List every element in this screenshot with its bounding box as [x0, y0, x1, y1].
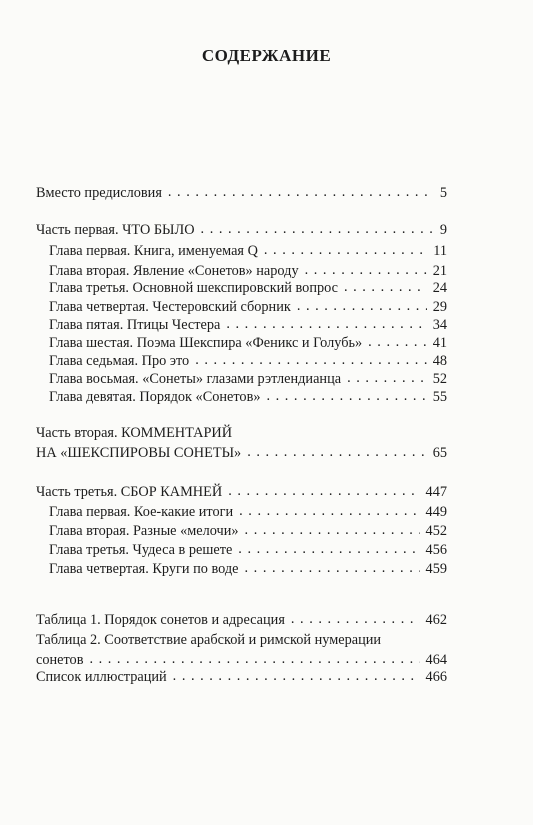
- entry-title: сонетов: [36, 652, 84, 668]
- page-number: 21: [432, 263, 447, 279]
- toc-entry[interactable]: [49, 353, 447, 370]
- dot-leader: [266, 388, 426, 405]
- toc-entry[interactable]: [49, 280, 447, 297]
- entry-title: НА «ШЕКСПИРОВЫ СОНЕТЫ»: [36, 445, 242, 461]
- toc-entry[interactable]: [49, 523, 447, 540]
- page-number: 55: [432, 389, 447, 405]
- entry-title: Глава третья. Основной шекспировский вопрос: [49, 280, 338, 296]
- toc-entry[interactable]: [36, 612, 447, 629]
- dot-leader: [245, 560, 420, 577]
- dot-leader: [226, 316, 426, 333]
- dot-leader: [195, 352, 427, 369]
- page-number: 41: [432, 335, 447, 351]
- dot-leader: [201, 221, 434, 238]
- toc-entry[interactable]: [49, 542, 447, 559]
- entry-title: Глава четвертая. Честеровский сборник: [49, 299, 291, 315]
- toc-entry[interactable]: [36, 222, 447, 239]
- dot-leader: [297, 298, 427, 315]
- entry-title: Таблица 1. Порядок сонетов и адресация: [36, 612, 285, 628]
- entry-title: Глава восьмая. «Сонеты» глазами рэтлендианца: [49, 371, 342, 387]
- page-number: 52: [432, 371, 447, 387]
- page-number: 48: [432, 353, 447, 369]
- entry-title: Глава вторая. Разные «мелочи»: [49, 523, 239, 539]
- entry-title: Список иллюстраций: [36, 669, 167, 685]
- dot-leader: [264, 242, 427, 259]
- toc-entry[interactable]: [49, 371, 447, 388]
- toc-entry[interactable]: [36, 484, 447, 501]
- toc-entry[interactable]: [49, 561, 447, 578]
- entry-title: Вместо предисловия: [36, 185, 162, 201]
- dot-leader: [305, 262, 427, 279]
- page-number: 24: [432, 280, 447, 296]
- dot-leader: [368, 334, 427, 351]
- dot-leader: [168, 184, 434, 201]
- dot-leader: [239, 503, 419, 520]
- dot-leader: [247, 444, 427, 461]
- page-number: 11: [433, 243, 447, 259]
- toc-entry-line[interactable]: Таблица 2. Соответствие арабской и римской нумерации: [36, 632, 382, 648]
- page-number: 464: [425, 652, 447, 668]
- page-number: 29: [432, 299, 447, 315]
- page-number: 456: [425, 542, 447, 558]
- entry-title: Часть третья. СБОР КАМНЕЙ: [36, 484, 223, 500]
- entry-title: Глава третья. Чудеса в решете: [49, 542, 233, 558]
- dot-leader: [347, 370, 427, 387]
- dot-leader: [291, 611, 420, 628]
- dot-leader: [344, 279, 427, 296]
- entry-title: Глава первая. Книга, именуемая Q: [49, 243, 258, 259]
- page-number: 9: [439, 222, 447, 238]
- dot-leader: [89, 651, 419, 668]
- page-number: 462: [425, 612, 447, 628]
- page-title: СОДЕРЖАНИЕ: [201, 46, 332, 65]
- page-number: 447: [425, 484, 447, 500]
- toc-entry[interactable]: [49, 317, 447, 334]
- toc-entry[interactable]: [49, 504, 447, 521]
- toc-entry[interactable]: [49, 335, 447, 352]
- toc-entry[interactable]: [49, 389, 447, 406]
- entry-title: Глава пятая. Птицы Честера: [49, 317, 221, 333]
- entry-title: Часть первая. ЧТО БЫЛО: [36, 222, 195, 238]
- entry-title: Глава шестая. Поэма Шекспира «Феникс и Голубь»: [49, 335, 363, 351]
- toc-entry[interactable]: [36, 652, 447, 669]
- toc-entry-line[interactable]: Часть вторая. КОММЕНТАРИЙ: [36, 425, 233, 441]
- entry-title: Глава первая. Кое-какие итоги: [49, 504, 234, 520]
- page-number: 466: [425, 669, 447, 685]
- toc-entry[interactable]: [36, 185, 447, 202]
- dot-leader: [245, 522, 420, 539]
- entry-title: Глава четвертая. Круги по воде: [49, 561, 239, 577]
- dot-leader: [173, 668, 420, 685]
- page-number: 65: [432, 445, 447, 461]
- dot-leader: [228, 483, 419, 500]
- toc-entry[interactable]: [49, 299, 447, 316]
- toc-entry[interactable]: [49, 243, 447, 260]
- toc-entry[interactable]: [49, 263, 447, 280]
- entry-title: Глава вторая. Явление «Сонетов» народу: [49, 263, 299, 279]
- page-number: 452: [425, 523, 447, 539]
- dot-leader: [238, 541, 419, 558]
- entry-title: Глава седьмая. Про это: [49, 353, 190, 369]
- page-number: 5: [439, 185, 447, 201]
- page-number: 34: [432, 317, 447, 333]
- page-number: 449: [425, 504, 447, 520]
- page-number: 459: [425, 561, 447, 577]
- entry-title: Глава девятая. Порядок «Сонетов»: [49, 389, 261, 405]
- toc-entry[interactable]: [36, 445, 447, 462]
- toc-entry[interactable]: [36, 669, 447, 686]
